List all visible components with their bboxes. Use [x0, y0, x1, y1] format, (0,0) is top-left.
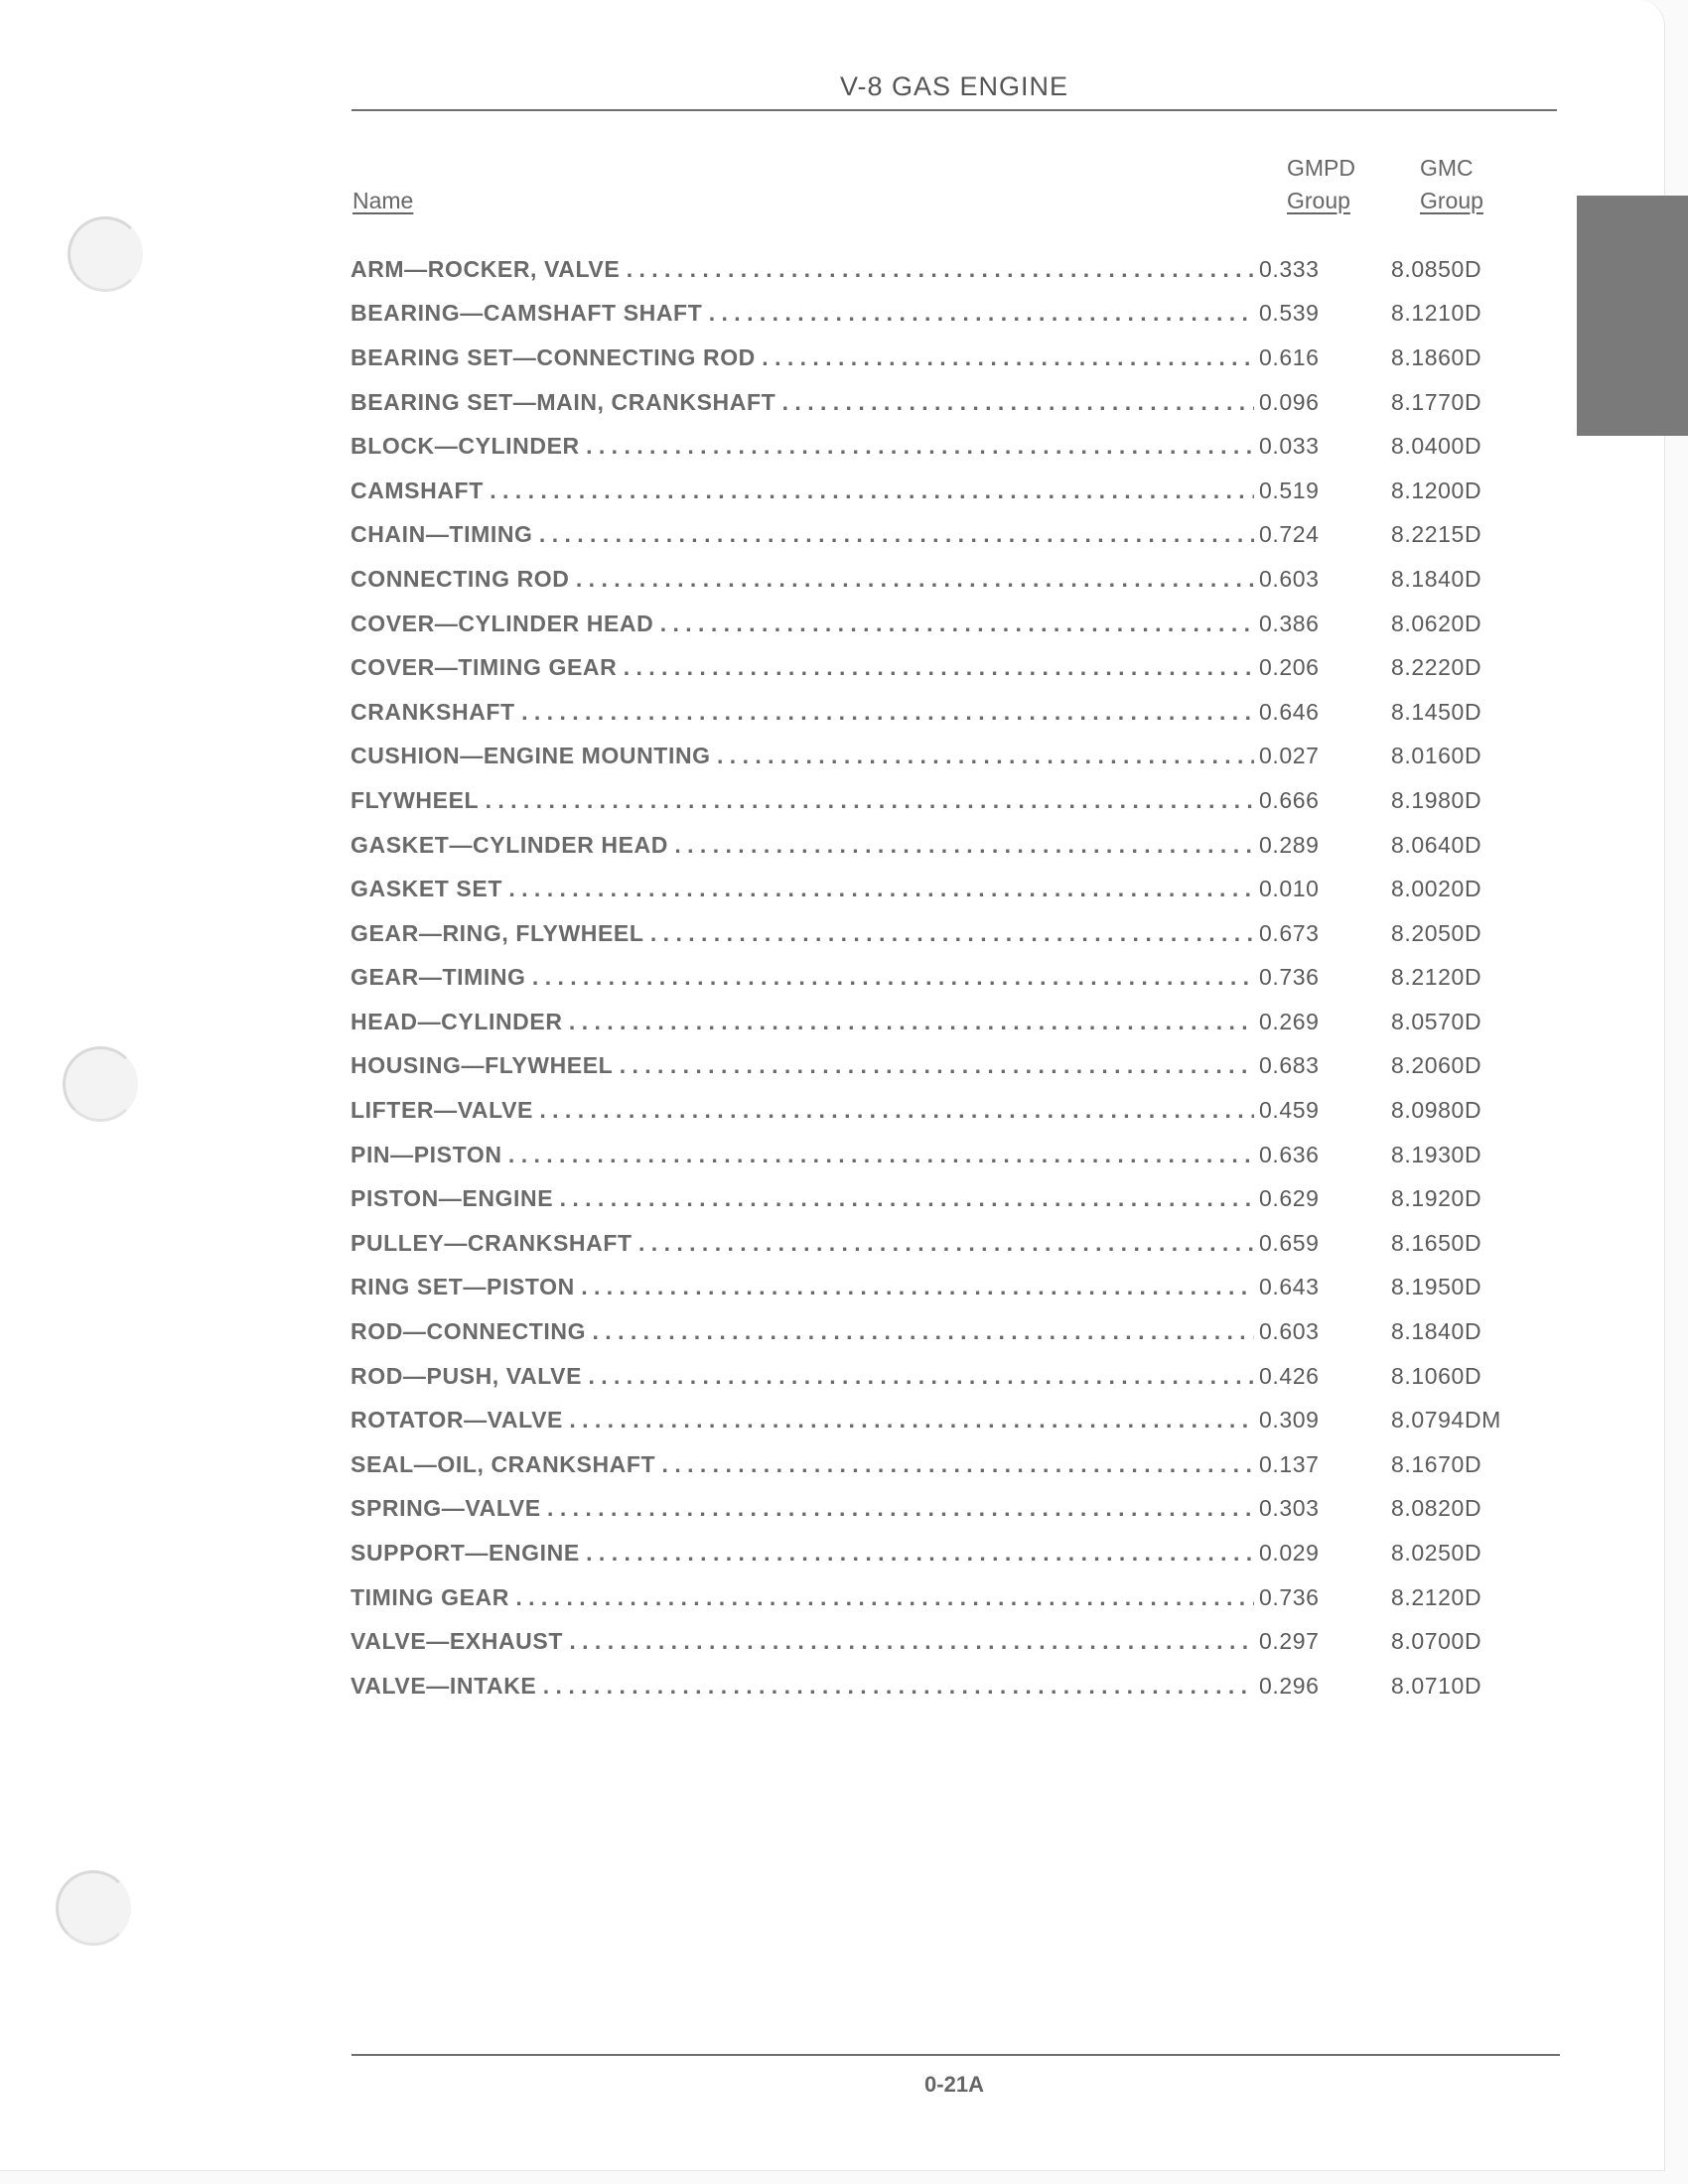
- gmpd-group: 0.603: [1259, 565, 1320, 592]
- table-row: [351, 602, 1557, 646]
- column-header-gmc-line1: GMC: [1420, 155, 1474, 181]
- gmc-group: 8.0820D: [1391, 1495, 1482, 1522]
- part-name: CUSHION—ENGINE MOUNTING . . .: [351, 743, 1254, 769]
- column-header-name: [352, 185, 413, 217]
- binder-hole: [56, 1870, 131, 1946]
- gmpd-group: 0.027: [1259, 743, 1320, 769]
- part-name: CRANKSHAFT . . .: [351, 699, 1254, 726]
- gmc-group: 8.0710D: [1391, 1672, 1482, 1699]
- part-name: SEAL—OIL, CRANKSHAFT . . .: [351, 1451, 1254, 1478]
- part-name: PULLEY—CRANKSHAFT . . .: [351, 1230, 1254, 1257]
- part-name: FLYWHEEL . . .: [351, 787, 1254, 814]
- table-row: [351, 292, 1557, 337]
- gmpd-group: 0.736: [1259, 964, 1320, 991]
- gmpd-group: 0.137: [1259, 1450, 1320, 1477]
- gmpd-group: 0.010: [1259, 876, 1320, 902]
- part-name: HOUSING—FLYWHEEL . . .: [351, 1052, 1254, 1079]
- gmpd-group: 0.303: [1259, 1495, 1320, 1522]
- table-row: [351, 1664, 1557, 1708]
- gmpd-group: 0.673: [1259, 919, 1320, 946]
- part-name: BLOCK—CYLINDER . . .: [351, 433, 1254, 460]
- part-name: RING SET—PISTON . . .: [351, 1274, 1254, 1300]
- page-number: 0-21A: [924, 2072, 984, 2097]
- gmpd-group: 0.206: [1259, 654, 1320, 681]
- table-row: [351, 1398, 1557, 1442]
- part-name: COVER—CYLINDER HEAD . . .: [351, 611, 1254, 637]
- gmpd-group: 0.603: [1259, 1318, 1320, 1345]
- gmc-group: 8.1210D: [1391, 300, 1482, 327]
- part-name: CAMSHAFT . . .: [351, 478, 1254, 504]
- gmc-group: 8.0980D: [1391, 1097, 1482, 1124]
- gmpd-group: 0.646: [1259, 698, 1320, 725]
- table-row: [351, 557, 1557, 602]
- part-name: VALVE—EXHAUST . . .: [351, 1628, 1254, 1655]
- gmpd-group: 0.029: [1259, 1540, 1320, 1567]
- table-row: [351, 336, 1557, 380]
- gmpd-group: 0.459: [1259, 1097, 1320, 1124]
- gmc-group: 8.0850D: [1391, 255, 1482, 282]
- column-header-gmc: [1420, 152, 1483, 217]
- gmpd-group: 0.096: [1259, 388, 1320, 415]
- parts-table: [351, 247, 1557, 1708]
- table-row: [351, 1487, 1557, 1532]
- table-row: [351, 424, 1557, 469]
- part-name: ROD—PUSH, VALVE . . .: [351, 1363, 1254, 1390]
- gmc-group: 8.0160D: [1391, 743, 1482, 769]
- part-name: PIN—PISTON . . .: [351, 1142, 1254, 1168]
- part-name: HEAD—CYLINDER . . .: [351, 1009, 1254, 1035]
- gmc-group: 8.1670D: [1391, 1450, 1482, 1477]
- gmc-group: 8.0570D: [1391, 1008, 1482, 1034]
- part-name: LIFTER—VALVE . . .: [351, 1097, 1254, 1124]
- table-row: [351, 1044, 1557, 1089]
- gmpd-group: 0.519: [1259, 477, 1320, 503]
- table-row: [351, 690, 1557, 735]
- table-row: [351, 1221, 1557, 1266]
- binder-hole: [63, 1046, 138, 1122]
- gmc-group: 8.1840D: [1391, 1318, 1482, 1345]
- part-name: TIMING GEAR . . .: [351, 1584, 1254, 1611]
- gmc-group: 8.0020D: [1391, 876, 1482, 902]
- table-row: [351, 867, 1557, 911]
- part-name: CONNECTING ROD . . .: [351, 566, 1254, 593]
- gmc-group: 8.1450D: [1391, 698, 1482, 725]
- gmpd-group: 0.724: [1259, 521, 1320, 548]
- gmpd-group: 0.269: [1259, 1008, 1320, 1034]
- section-tab: [1577, 196, 1688, 436]
- table-row: [351, 956, 1557, 1001]
- gmc-group: 8.1950D: [1391, 1274, 1482, 1300]
- gmc-group: 8.2220D: [1391, 654, 1482, 681]
- gmc-group: 8.2120D: [1391, 1583, 1482, 1610]
- part-name: GEAR—TIMING . . .: [351, 964, 1254, 991]
- gmpd-group: 0.683: [1259, 1052, 1320, 1079]
- gmc-group: 8.1930D: [1391, 1141, 1482, 1167]
- table-row: [351, 1266, 1557, 1310]
- table-row: [351, 469, 1557, 513]
- gmpd-group: 0.659: [1259, 1229, 1320, 1256]
- column-header-gmc-line2: Group: [1420, 188, 1483, 213]
- part-name: BEARING SET—MAIN, CRANKSHAFT . . .: [351, 389, 1254, 416]
- part-name: BEARING—CAMSHAFT SHAFT . . .: [351, 300, 1254, 327]
- gmpd-group: 0.636: [1259, 1141, 1320, 1167]
- part-name: COVER—TIMING GEAR . . .: [351, 654, 1254, 681]
- gmpd-group: 0.736: [1259, 1583, 1320, 1610]
- gmc-group: 8.1650D: [1391, 1229, 1482, 1256]
- page-title: V-8 GAS ENGINE: [839, 71, 1069, 101]
- gmc-group: 8.1060D: [1391, 1362, 1482, 1389]
- table-row: [351, 1000, 1557, 1044]
- gmpd-group: 0.296: [1259, 1672, 1320, 1699]
- table-row: [351, 247, 1557, 292]
- gmpd-group: 0.289: [1259, 831, 1320, 858]
- table-row: [351, 380, 1557, 425]
- gmpd-group: 0.426: [1259, 1362, 1320, 1389]
- gmc-group: 8.0794DM: [1391, 1407, 1501, 1433]
- gmc-group: 8.0700D: [1391, 1628, 1482, 1655]
- column-header-gmpd-line2: Group: [1287, 188, 1350, 213]
- table-row: [351, 778, 1557, 823]
- gmpd-group: 0.616: [1259, 343, 1320, 370]
- binder-hole: [68, 216, 143, 292]
- gmc-group: 8.2050D: [1391, 919, 1482, 946]
- column-header-name-label: Name: [352, 188, 414, 213]
- gmpd-group: 0.629: [1259, 1185, 1320, 1212]
- part-name: VALVE—INTAKE . . .: [351, 1673, 1254, 1700]
- table-row: [351, 1619, 1557, 1664]
- gmpd-group: 0.386: [1259, 610, 1320, 636]
- table-row: [351, 1176, 1557, 1221]
- part-name: ROTATOR—VALVE . . .: [351, 1407, 1254, 1433]
- table-row: [351, 823, 1557, 868]
- part-name: GASKET—CYLINDER HEAD . . .: [351, 832, 1254, 859]
- table-row: [351, 735, 1557, 779]
- bottom-rule: [352, 2054, 1560, 2056]
- gmc-group: 8.1860D: [1391, 343, 1482, 370]
- gmc-group: 8.1200D: [1391, 477, 1482, 503]
- part-name: SUPPORT—ENGINE . . .: [351, 1540, 1254, 1567]
- table-row: [351, 1133, 1557, 1177]
- part-name: SPRING—VALVE . . .: [351, 1495, 1254, 1522]
- gmc-group: 8.1980D: [1391, 786, 1482, 813]
- column-header-gmpd: [1287, 152, 1355, 217]
- gmpd-group: 0.666: [1259, 786, 1320, 813]
- table-row: [351, 1575, 1557, 1620]
- gmpd-group: 0.539: [1259, 300, 1320, 327]
- part-name: ARM—ROCKER, VALVE . . .: [351, 256, 1254, 283]
- table-row: [351, 911, 1557, 956]
- part-name: PISTON—ENGINE . . .: [351, 1185, 1254, 1212]
- part-name: BEARING SET—CONNECTING ROD . . .: [351, 344, 1254, 371]
- gmc-group: 8.1840D: [1391, 565, 1482, 592]
- gmc-group: 8.2120D: [1391, 964, 1482, 991]
- gmc-group: 8.2215D: [1391, 521, 1482, 548]
- table-row: [351, 1354, 1557, 1399]
- gmpd-group: 0.309: [1259, 1407, 1320, 1433]
- gmc-group: 8.0400D: [1391, 433, 1482, 460]
- table-row: [351, 1088, 1557, 1133]
- part-name: GEAR—RING, FLYWHEEL . . .: [351, 920, 1254, 947]
- part-name: ROD—CONNECTING . . .: [351, 1318, 1254, 1345]
- table-row: [351, 1442, 1557, 1487]
- gmpd-group: 0.643: [1259, 1274, 1320, 1300]
- part-name: GASKET SET . . .: [351, 876, 1254, 902]
- table-row: [351, 1309, 1557, 1354]
- gmc-group: 8.1920D: [1391, 1185, 1482, 1212]
- gmpd-group: 0.033: [1259, 433, 1320, 460]
- table-row: [351, 645, 1557, 690]
- gmpd-group: 0.297: [1259, 1628, 1320, 1655]
- top-rule: [352, 109, 1557, 111]
- gmc-group: 8.2060D: [1391, 1052, 1482, 1079]
- gmpd-group: 0.333: [1259, 255, 1320, 282]
- gmc-group: 8.0250D: [1391, 1540, 1482, 1567]
- table-row: [351, 513, 1557, 558]
- gmc-group: 8.0620D: [1391, 610, 1482, 636]
- table-row: [351, 1531, 1557, 1575]
- part-name: CHAIN—TIMING . . .: [351, 521, 1254, 548]
- gmc-group: 8.1770D: [1391, 388, 1482, 415]
- column-header-gmpd-line1: GMPD: [1287, 155, 1355, 181]
- gmc-group: 8.0640D: [1391, 831, 1482, 858]
